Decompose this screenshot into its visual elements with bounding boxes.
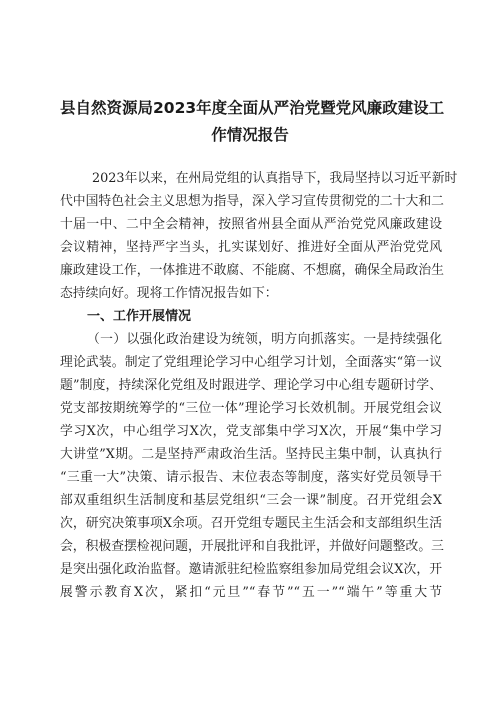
- intro-line-2: 代中国特色社会主义思想为指导，深入学习宣传贯彻党的二十大和二: [60, 194, 444, 209]
- section-line-4: 党支部按期统筹学的“三位一体”理论学习长效机制。开展党组会议: [60, 401, 442, 416]
- intro-line-6: 态持续向好。现将工作情况报告如下：: [60, 286, 278, 301]
- section-line-2: 理论武装。制定了党组理论学习中心组学习计划，全面落实“第一议: [60, 355, 442, 370]
- section-line-3: 题”制度，持续深化党组及时跟进学、理论学习中心组专题研讨学、: [60, 378, 442, 393]
- section-line-7: “三重一大”决策、请示报告、末位表态等制度，落实好党员领导干: [60, 470, 442, 485]
- section-line-5: 学习X次，中心组学习X次，党支部集中学习X次，开展“集中学习: [60, 424, 442, 439]
- section-line-9: 次，研究决策事项X余项。召开党组专题民主生活会和支部组织生活: [60, 516, 442, 531]
- intro-line-3: 十届一中、二中全会精神，按照省州县全面从严治党党风廉政建设: [60, 217, 442, 232]
- section-line-1: （一）以强化政治建设为统领，明方向抓落实。一是持续强化: [87, 332, 442, 347]
- section-line-12: 展警示教育X次，紧扣“元旦”“春节”“五一”“端午”等重大节: [60, 585, 442, 600]
- intro-line-4: 会议精神，坚持严字当头，扎实谋划好、推进好全面从严治党党风: [60, 240, 442, 255]
- section-line-8: 部双重组织生活制度和基层党组织“三会一课”制度。召开党组会X: [60, 493, 442, 508]
- document-title-line-1: 县自然资源局2023年度全面从严治党暨党风廉政建设工: [60, 99, 445, 117]
- intro-line-1: 2023年以来，在州局党组的认真指导下，我局坚持以习近平新时: [92, 171, 458, 186]
- section-line-10: 会，积极查摆检视问题，开展批评和自我批评，并做好问题整改。三: [60, 539, 444, 554]
- document-title-line-2: 作情况报告: [211, 126, 289, 144]
- section-heading: 一、工作开展情况: [87, 309, 192, 324]
- section-line-6: 大讲堂”X期。二是坚持严肃政治生活。坚持民主集中制，认真执行: [60, 447, 442, 462]
- section-line-11: 是突出强化政治监督。邀请派驻纪检监察组参加局党组会议X次，开: [60, 562, 442, 577]
- intro-line-5: 廉政建设工作，一体推进不敢腐、不能腐、不想腐，确保全局政治生: [60, 263, 444, 278]
